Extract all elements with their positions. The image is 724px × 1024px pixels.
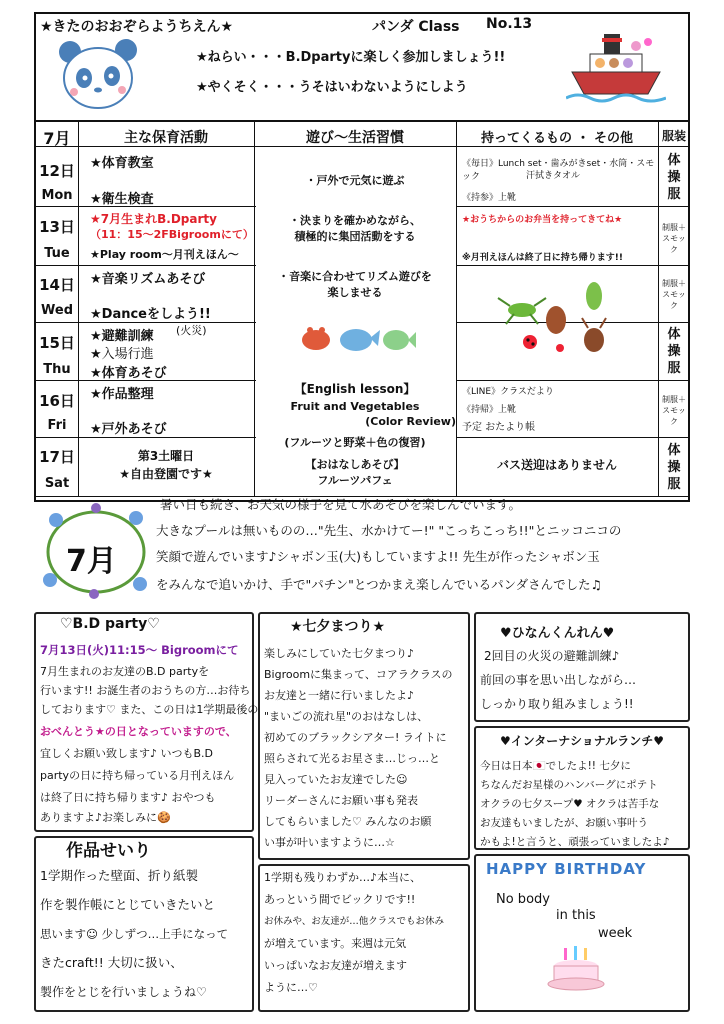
drill-line: 2回目の火災の避難訓練♪ — [484, 649, 620, 663]
row-date: 16日 — [39, 392, 75, 410]
items-text: ※月刊えほんは終了日に持ち帰ります!! — [462, 253, 623, 263]
lunch-line: ちなんだお星様のハンバーグにポテト — [480, 779, 658, 791]
drill-title: ♥ひなんくんれん♥ — [500, 626, 615, 641]
july-note-line: 暑い日も続き、お天気の様子を見て水あそびを楽しんでいます。 — [160, 497, 522, 512]
birthday-text: week — [598, 926, 633, 941]
row-date: 15日 — [39, 334, 75, 352]
english-subject: Fruit and Vegetables — [290, 400, 420, 413]
works-line: きたcraft!! 大切に扱い、 — [40, 955, 183, 970]
activity-text: ★7月生まれB.Dparty — [90, 212, 217, 226]
story-text: フルーツパフェ — [317, 474, 393, 487]
items-text: 《LINE》クラスだより — [462, 387, 554, 397]
row-rule-5a — [34, 437, 256, 438]
summary-line: お休みや、お友達が…他クラスでもお休み — [264, 916, 445, 927]
activity-text: ★作品整理 — [90, 387, 154, 402]
clothes-text: 体操服 — [667, 327, 681, 376]
activity-text: ★自由登園です★ — [119, 467, 213, 481]
bd-party-title: ♡B.D party♡ — [60, 616, 160, 632]
story-title: 【おはなしあそび】 — [305, 458, 405, 471]
play-text: 積極的に集団活動をする — [294, 230, 416, 243]
row-day: Mon — [41, 188, 73, 203]
tanabata-line: い事が叶いますように…☆ — [264, 836, 395, 849]
activity-text: ★戸外あそび — [90, 422, 167, 437]
birthday-banner: HAPPY BIRTHDAY — [486, 860, 647, 878]
row-rule-4b — [456, 380, 690, 381]
sea-creatures-illustration — [296, 318, 416, 358]
row-rule-3b — [658, 322, 690, 323]
summary-line: 1学期も残りわずか…♪本当に、 — [264, 871, 422, 884]
july-note-line: 大きなプールは無いものの…"先生、水かけてー!" "こっちこっち!!"とニッコニコの — [156, 523, 622, 538]
row-date: 13日 — [39, 218, 75, 236]
bd-line: 7月生まれのお友達のB.D partyを — [40, 665, 210, 678]
bd-line: おべんとう★の日となっていますので、 — [40, 725, 237, 738]
activity-note: (火災) — [176, 324, 207, 337]
tanabata-line: お友達と一緒に行いましたよ♪ — [264, 689, 415, 702]
activity-text: （11：15～2FBigroomにて） — [90, 228, 254, 241]
issue-number: No.13 — [486, 16, 533, 32]
summary-line: が増えています。来週は元気 — [264, 937, 407, 950]
cake-icon — [544, 944, 608, 994]
drill-line: 前回の事を思い出しながら… — [480, 673, 637, 687]
class-aim: ★ねらい・・・B.Dpartyに楽しく参加しましょう!! — [196, 50, 506, 65]
school-name: ★きたのおおぞらようちえん★ — [40, 19, 234, 35]
tanabata-title: ★七夕まつり★ — [290, 619, 386, 635]
row-day: Wed — [41, 303, 73, 318]
items-text: 汗拭きタオル — [526, 171, 581, 181]
tanabata-line: 見入っていたお友達でした☺ — [264, 773, 408, 786]
tanabata-line: 楽しみにしていた七夕まつり♪ — [264, 647, 415, 660]
table-top-rule — [34, 120, 690, 122]
works-line: 作を製作帳にとじていきたいと — [40, 897, 216, 912]
bd-line: しております♡ また、この日は1学期最後の — [40, 703, 259, 716]
english-review: (Color Review) — [365, 415, 456, 428]
clothes-text: 制服＋スモック — [662, 223, 686, 254]
row-rule-2b — [456, 265, 690, 266]
summary-line: ように…♡ — [264, 981, 318, 994]
play-header: 遊び～生活習慣 — [306, 130, 404, 146]
activity-text: ★Play room～月刊えほん～ — [90, 248, 239, 261]
panda-illustration — [56, 36, 142, 112]
summary-line: いっぱいなお友達が増えます — [264, 959, 407, 972]
clothes-header: 服装 — [661, 129, 686, 143]
items-text: ★おうちからのお弁当を持ってきてね★ — [462, 215, 623, 225]
lunch-line: 今日は日本🇯🇵でしたよ!! 七夕に — [480, 760, 631, 772]
class-name: パンダ Class — [372, 19, 460, 35]
activity-text: ★体育あそび — [90, 366, 167, 381]
activity-text: ★音楽リズムあそび — [90, 272, 206, 287]
activity-text: ★入場行進 — [90, 347, 154, 362]
lunch-line: お友達もいましたが、お願い事叶う — [480, 817, 648, 829]
col-rule-4 — [658, 120, 659, 496]
birthday-text: in this — [556, 908, 596, 923]
class-promise: ★やくそく・・・うそはいわないようにしよう — [196, 80, 468, 95]
bd-line: 行います!! お誕生者のおうちの方…お待ち — [40, 684, 251, 697]
col-rule-1 — [78, 120, 79, 496]
items-text: 予定 おたより帳 — [462, 422, 536, 433]
row-day: Tue — [44, 246, 70, 261]
row-rule-3a — [34, 322, 256, 323]
tanabata-line: してもらいました♡ みんなのお願 — [264, 815, 432, 828]
bd-line: partyの日に持ち帰っている月刊えほん — [40, 769, 235, 782]
clothes-text: 体操服 — [667, 443, 681, 492]
activity-text: ★体育教室 — [90, 156, 154, 171]
play-text: ・決まりを確かめながら、 — [289, 214, 421, 227]
tanabata-line: Bigroomに集まって、コアラクラスの — [264, 668, 453, 681]
works-line: 思います☺ 少しずつ…上手になって — [40, 927, 229, 941]
play-text: ・音楽に合わせてリズム遊びを — [278, 270, 432, 283]
row-date: 17日 — [39, 448, 75, 466]
works-line: 製作をとじを行いましょうね♡ — [40, 985, 207, 999]
works-line: 1学期作った壁面、折り紙製 — [40, 868, 198, 883]
items-text: 《持帰》上靴 — [462, 405, 517, 415]
row-date: 12日 — [39, 162, 75, 180]
tanabata-line: 照らされて光るお星さま…じっ…と — [264, 752, 440, 765]
lunch-line: オクラの七夕スープ♥ オクラは苦手な — [480, 798, 660, 810]
row-day: Fri — [47, 418, 67, 433]
row-day: Sat — [44, 476, 70, 491]
row-date: 14日 — [39, 276, 75, 294]
items-header: 持ってくるもの ・ その他 — [480, 131, 634, 146]
bd-line: 宜しくお願い致します♪ いつもB.D — [40, 747, 214, 760]
clothes-text: 制服＋スモック — [662, 395, 686, 426]
works-title: 作品せいり — [66, 841, 151, 861]
play-text: 楽しませる — [327, 286, 383, 299]
bd-line: は終了日に持ち帰ります♪ おやつも — [40, 791, 216, 804]
birthday-text: No body — [496, 892, 550, 907]
clothes-text: 体操服 — [667, 153, 681, 202]
bd-line: ありますよ♪お楽しみに🍪 — [40, 811, 171, 824]
col-rule-3 — [456, 120, 457, 496]
summary-line: あっという間でビックリです!! — [264, 893, 416, 906]
play-text: ・戸外で元気に遊ぶ — [305, 174, 405, 187]
lunch-line: かもよ!と言うと、頑張っていましたよ♪ — [480, 836, 670, 848]
items-text: 《毎日》Lunch set・歯みがきset・水筒・スモック — [462, 159, 655, 182]
activity-text: ★Danceをしよう!! — [90, 307, 211, 322]
english-note: (フルーツと野菜＋色の復習) — [284, 436, 426, 449]
row-rule-5b — [456, 437, 690, 438]
tanabata-line: "まいごの流れ星"のおはなしは、 — [264, 710, 429, 723]
clothes-text: 制服＋スモック — [662, 279, 686, 310]
july-badge: 7月 — [66, 544, 117, 579]
items-text: バス送迎はありません — [496, 458, 617, 472]
items-text: 《持参》上靴 — [462, 193, 517, 203]
july-note-line: 笑顔で遊んでいます♪シャボン玉(大)もしていますよ!! 先生が作ったシャボン玉 — [156, 549, 600, 564]
ship-illustration — [566, 28, 666, 104]
activity-header: 主な保育活動 — [124, 130, 208, 146]
tanabata-line: リーダーさんにお願い事も発表 — [264, 794, 418, 807]
july-note-line: をみんなで追いかけ、手で"パチン"とつかまえ楽しんでいるパンダさんでした♫ — [156, 577, 602, 592]
activity-text: 第3土曜日 — [137, 449, 195, 463]
month-header: 7月 — [43, 129, 71, 148]
row-rule-2a — [34, 265, 256, 266]
tanabata-line: 初めてのブラックシアター! ライトに — [264, 731, 447, 744]
row-day: Thu — [43, 362, 71, 377]
insects-illustration — [494, 276, 624, 360]
drill-line: しっかり取り組みましょう!! — [480, 697, 634, 711]
english-title: 【English lesson】 — [294, 382, 416, 396]
activity-text: ★衛生検査 — [90, 192, 154, 207]
activity-text: ★避難訓練 — [90, 329, 154, 344]
bd-line: 7月13日(火)11:15～ Bigroomにて — [40, 643, 239, 657]
row-rule-1b — [456, 206, 690, 207]
lunch-title: ♥インターナショナルランチ♥ — [500, 734, 664, 748]
